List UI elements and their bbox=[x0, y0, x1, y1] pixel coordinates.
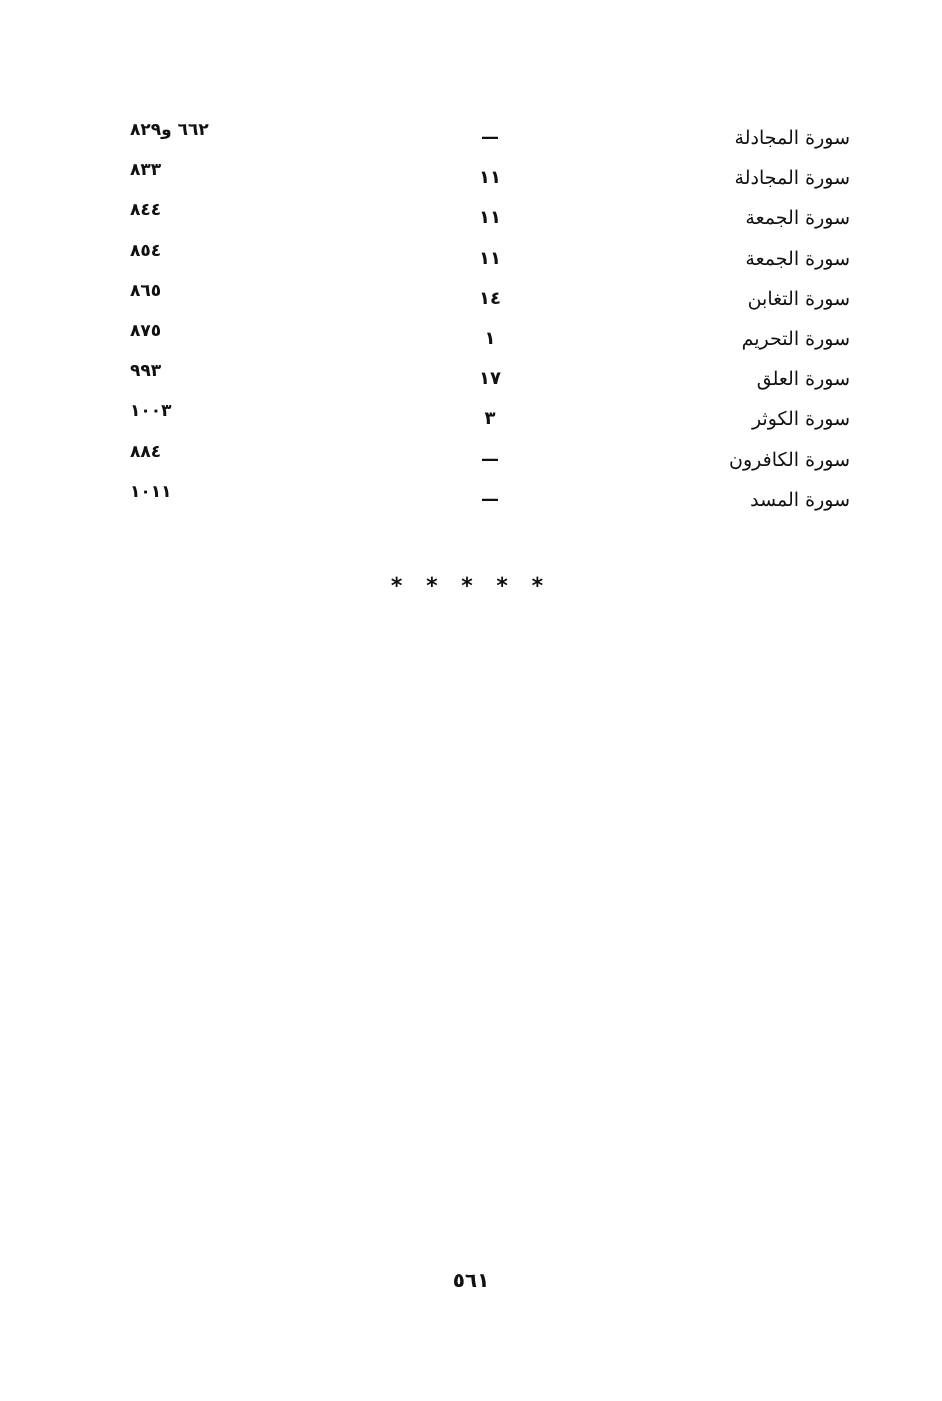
page-reference: ٨٥٤ bbox=[130, 240, 162, 261]
surah-name: سورة التحريم bbox=[741, 327, 850, 350]
verse-number: — bbox=[481, 127, 499, 148]
table-row bbox=[110, 359, 860, 399]
page-reference: ١٠١١ bbox=[130, 481, 172, 502]
table-row bbox=[110, 480, 860, 520]
page-reference: ٩٩٣ bbox=[130, 361, 162, 382]
surah-name: سورة المجادلة bbox=[734, 167, 850, 190]
section-separator: * * * * * bbox=[390, 574, 552, 599]
table-row bbox=[110, 399, 860, 439]
surah-name: سورة المجادلة bbox=[734, 127, 850, 149]
page-reference: ٨٣٣ bbox=[130, 160, 162, 181]
table-row bbox=[110, 319, 860, 359]
surah-index-table bbox=[110, 118, 860, 520]
table-row bbox=[110, 279, 860, 319]
page-reference: ٨٨٤ bbox=[130, 441, 162, 462]
page-reference: ٨٧٥ bbox=[130, 320, 162, 341]
verse-number: ١٧ bbox=[479, 368, 501, 390]
verse-number: ١١ bbox=[479, 207, 501, 229]
table-row bbox=[110, 118, 860, 158]
surah-name: سورة الجمعة bbox=[745, 247, 850, 270]
verse-number: ٣ bbox=[484, 408, 496, 430]
page-reference: ٦٦٢ و٨٢٩ bbox=[130, 120, 209, 140]
surah-name: سورة التغابن bbox=[747, 287, 850, 310]
surah-name: سورة الكوثر bbox=[751, 408, 850, 431]
page-reference: ٨٦٥ bbox=[130, 280, 162, 301]
verse-number: ١٤ bbox=[479, 287, 501, 309]
table-row bbox=[110, 440, 860, 480]
verse-number: — bbox=[481, 488, 499, 510]
page-number: ٥٦١ bbox=[452, 1268, 490, 1292]
surah-name: سورة الكافرون bbox=[729, 448, 850, 471]
surah-name: سورة المسد bbox=[750, 488, 850, 511]
table-row bbox=[110, 239, 860, 279]
table-row bbox=[110, 158, 860, 198]
verse-number: ١١ bbox=[479, 167, 501, 189]
page-reference: ١٠٠٣ bbox=[130, 401, 172, 422]
table-row bbox=[110, 198, 860, 238]
page-reference: ٨٤٤ bbox=[130, 200, 162, 221]
surah-name: سورة الجمعة bbox=[745, 207, 850, 230]
surah-name: سورة العلق bbox=[756, 368, 850, 391]
verse-number: — bbox=[481, 448, 499, 470]
verse-number: ١ bbox=[484, 327, 496, 349]
verse-number: ١١ bbox=[479, 247, 501, 269]
